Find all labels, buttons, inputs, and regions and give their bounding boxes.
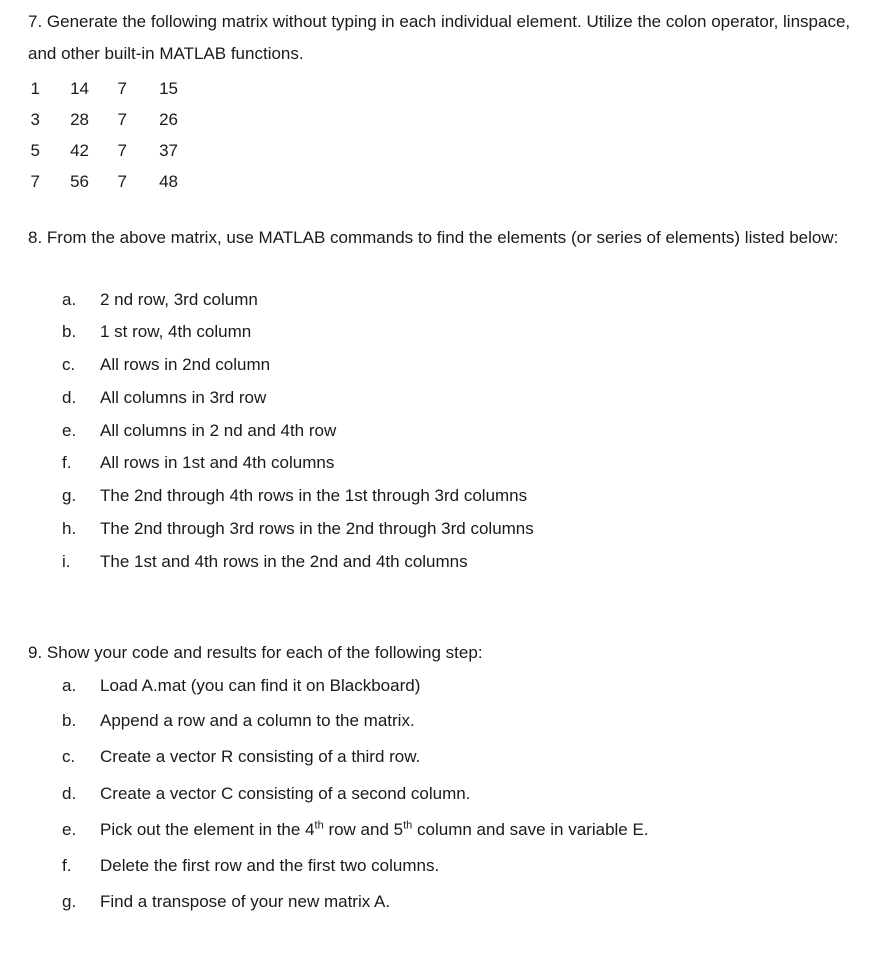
text-part: Pick out the element in the 4 <box>100 820 315 839</box>
list-item-text: Delete the first row and the first two columns. <box>100 856 440 875</box>
matrix-cell: 7 <box>117 172 127 191</box>
list-item-letter: g. <box>62 486 77 505</box>
list-item-letter: i. <box>62 552 71 571</box>
list-item-letter: h. <box>62 519 77 538</box>
superscript: th <box>314 819 324 832</box>
matrix-cell: 15 <box>159 79 178 98</box>
list-item-text: 2 nd row, 3rd column <box>100 290 258 309</box>
list-item-letter: d. <box>62 784 77 803</box>
matrix-cell: 1 <box>30 79 40 98</box>
matrix-cell: 7 <box>30 172 40 191</box>
list-item-letter: b. <box>62 322 77 341</box>
list-item-text: The 1st and 4th rows in the 2nd and 4th columns <box>100 552 468 571</box>
matrix-cell: 48 <box>159 172 178 191</box>
list-item-letter: f. <box>62 856 72 875</box>
matrix-cell: 26 <box>159 110 178 129</box>
list-item-text: Create a vector C consisting of a second column. <box>100 784 471 803</box>
text-part: column and save in variable E. <box>412 820 649 839</box>
matrix-cell: 42 <box>70 141 89 160</box>
list-item-text: Load A.mat (you can find it on Blackboard) <box>100 676 421 695</box>
matrix-cell: 14 <box>70 79 89 98</box>
matrix-cell: 5 <box>30 141 40 160</box>
list-item-text: Create a vector R consisting of a third row. <box>100 747 421 766</box>
matrix-cell: 28 <box>70 110 89 129</box>
matrix-cell: 7 <box>117 79 127 98</box>
question-8-text: 8. From the above matrix, use MATLAB commands to find the elements (or series of elements) listed below: <box>28 228 839 247</box>
list-item-text: Append a row and a column to the matrix. <box>100 711 415 730</box>
list-item-letter: c. <box>62 747 76 766</box>
list-item-letter: c. <box>62 355 76 374</box>
list-item-text: All rows in 1st and 4th columns <box>100 453 335 472</box>
superscript: th <box>403 819 413 832</box>
matrix-cell: 3 <box>30 110 40 129</box>
list-item-letter: e. <box>62 820 77 839</box>
question-9-text: 9. Show your code and results for each of the following step: <box>28 643 483 662</box>
matrix-cell: 7 <box>117 141 127 160</box>
list-item-text: The 2nd through 4th rows in the 1st through 3rd columns <box>100 486 528 505</box>
list-item-letter: g. <box>62 892 77 911</box>
matrix-cell: 7 <box>117 110 127 129</box>
list-item-text: Find a transpose of your new matrix A. <box>100 892 391 911</box>
list-item-letter: a. <box>62 290 77 309</box>
list-item-text: All columns in 3rd row <box>100 388 267 407</box>
text-part: row and 5 <box>323 820 404 839</box>
question-7-text: 7. Generate the following matrix without typing in each individual element. Utilize the colon operator, linspace, and other built-in MATLAB functions. <box>28 12 851 63</box>
list-item-text: All columns in 2 nd and 4th row <box>100 421 337 440</box>
matrix-cell: 56 <box>70 172 89 191</box>
matrix-cell: 37 <box>159 141 178 160</box>
list-item-letter: d. <box>62 388 77 407</box>
list-item-text: The 2nd through 3rd rows in the 2nd through 3rd columns <box>100 519 534 538</box>
list-item-text <box>100 818 649 842</box>
list-item-letter: a. <box>62 676 77 695</box>
list-item-text: 1 st row, 4th column <box>100 322 252 341</box>
list-item-letter: b. <box>62 711 77 730</box>
list-item-text: All rows in 2nd column <box>100 355 271 374</box>
list-item-letter: f. <box>62 453 72 472</box>
list-item-letter: e. <box>62 421 77 440</box>
